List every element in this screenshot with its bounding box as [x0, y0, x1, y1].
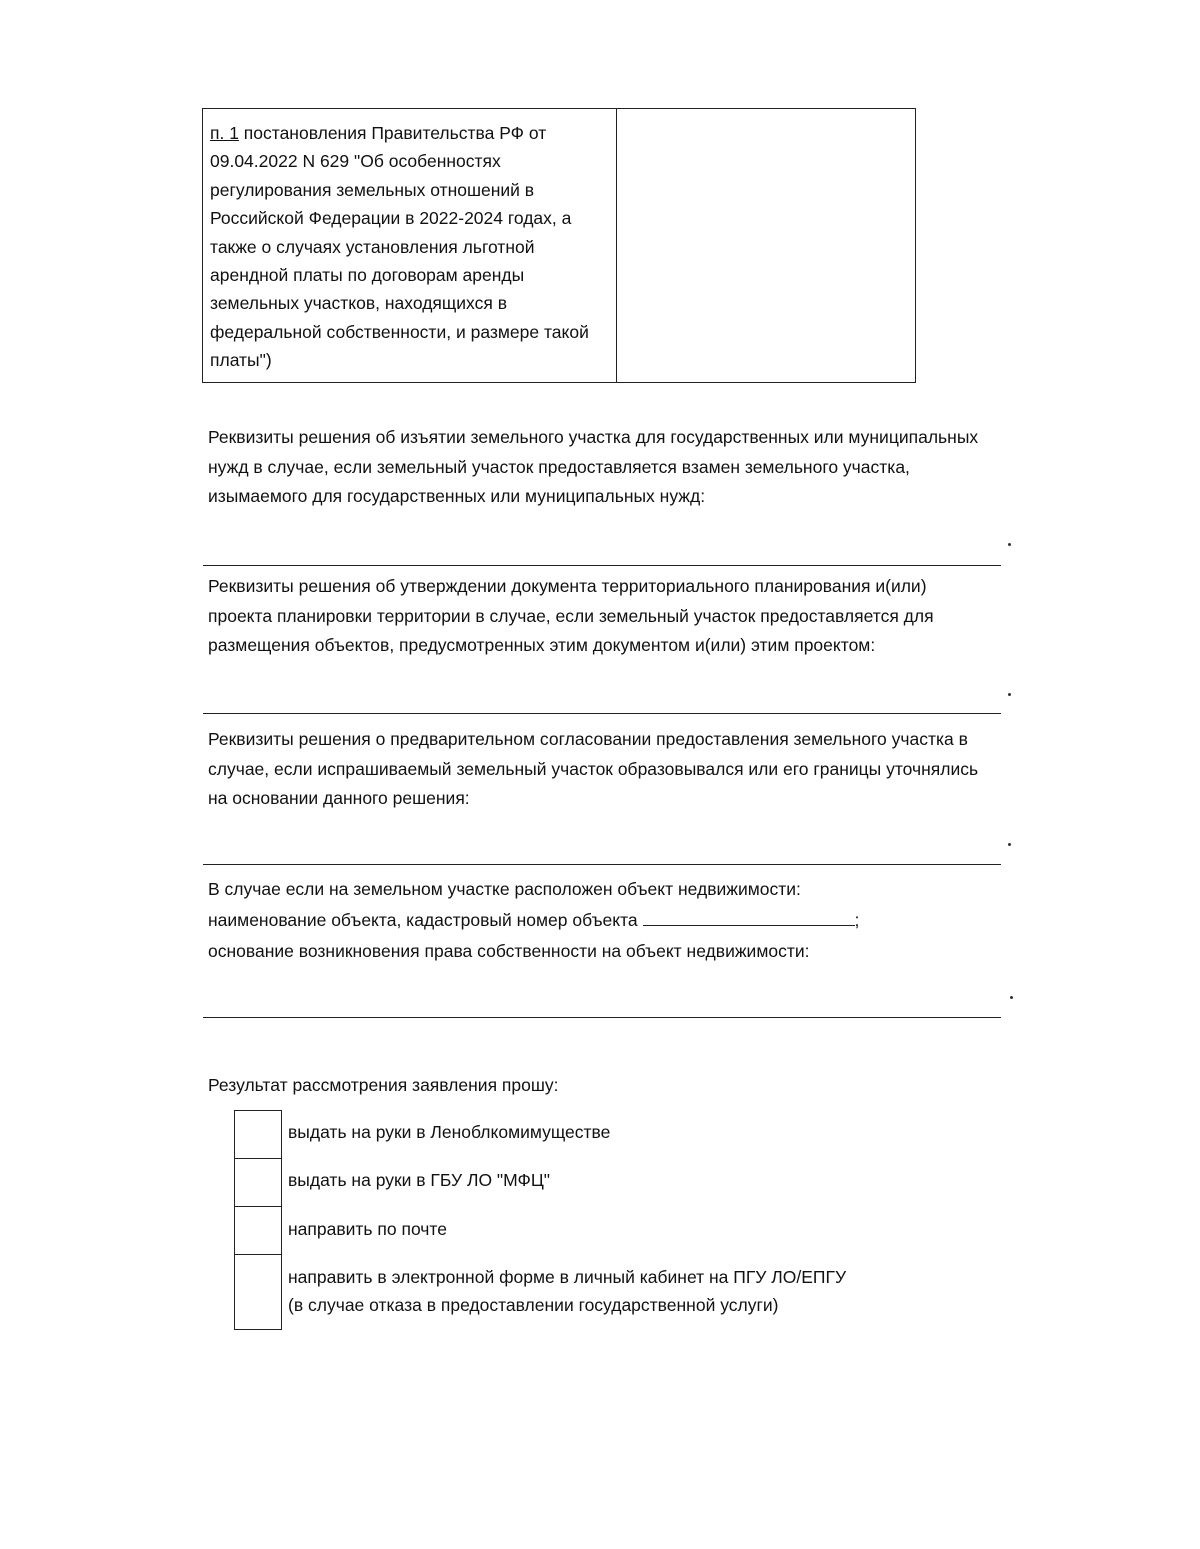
preliminary-line: Реквизиты решения о предварительном согласовании предоставления земельного участка в: [208, 729, 968, 749]
seizure-section: [208, 423, 978, 512]
planning-line: Реквизиты решения об утверждении документа территориального планирования и(или): [208, 576, 927, 596]
reference-link[interactable]: п. 1: [210, 123, 239, 143]
preliminary-line: случае, если испрашиваемый земельный участок образовывался или его границы уточнялись: [208, 758, 979, 779]
seizure-line: изымаемого для государственных или муниципальных нужд:: [208, 486, 706, 506]
property-cadastral-line: наименование объекта, кадастровый номер объекта ;: [208, 905, 859, 936]
legal-reference-table: [202, 108, 916, 383]
preliminary-fill-line[interactable]: [203, 864, 1001, 865]
option-label: выдать на руки в Леноблкомимуществе: [288, 1122, 611, 1142]
scan-dot: [1010, 996, 1013, 999]
empty-cell[interactable]: [617, 109, 915, 382]
reference-cell: [203, 109, 617, 382]
property-line: основание возникновения права собственности на объект недвижимости:: [208, 941, 810, 961]
property-line: В случае если на земельном участке расположен объект недвижимости:: [208, 879, 801, 899]
planning-line: проекта планировки территории в случае, если земельный участок предоставляется для: [208, 605, 934, 626]
option-label: выдать на руки в ГБУ ЛО "МФЦ": [288, 1170, 550, 1190]
reference-text: постановления Правительства РФ от 09.04.2022 N 629 "Об особенностях регулирования земельных отношений в Российской Федерации в 2022-2024 годах, а также о случаях установления льготной арендной платы по договорам аренды земельных участков, находящихся в федеральной собственности, и размере такой платы"): [210, 123, 589, 371]
checkbox-electronic[interactable]: [235, 1255, 281, 1329]
option-label: направить в электронной форме в личный кабинет на ПГУ ЛО/ЕПГУ: [288, 1267, 847, 1287]
checkbox-lenoblkomimushchestvo[interactable]: [235, 1111, 281, 1159]
seizure-line: Реквизиты решения об изъятии земельного участка для государственных или муниципальных: [208, 427, 979, 447]
planning-fill-line[interactable]: [203, 713, 1001, 714]
preliminary-section: [208, 725, 978, 814]
seizure-line: нужд в случае, если земельный участок предоставляется взамен земельного участка,: [208, 456, 910, 477]
preliminary-line: на основании данного решения:: [208, 788, 470, 808]
result-options-checkboxes: [234, 1110, 282, 1330]
property-fill-line[interactable]: [203, 1017, 1001, 1018]
scan-dot: [1008, 693, 1011, 696]
planning-section: [208, 572, 934, 661]
result-title: Результат рассмотрения заявления прошу:: [208, 1075, 559, 1095]
option-note: (в случае отказа в предоставлении государственной услуги): [288, 1295, 779, 1315]
scan-dot: [1008, 843, 1011, 846]
option-label: направить по почте: [288, 1219, 447, 1239]
scan-dot: [1008, 543, 1011, 546]
checkbox-mfc[interactable]: [235, 1159, 281, 1207]
planning-line: размещения объектов, предусмотренных этим документом и(или) этим проектом:: [208, 635, 876, 655]
checkbox-post[interactable]: [235, 1207, 281, 1255]
property-section: [208, 874, 859, 967]
seizure-fill-line[interactable]: [203, 565, 1001, 566]
cadastral-number-field[interactable]: [643, 907, 855, 926]
